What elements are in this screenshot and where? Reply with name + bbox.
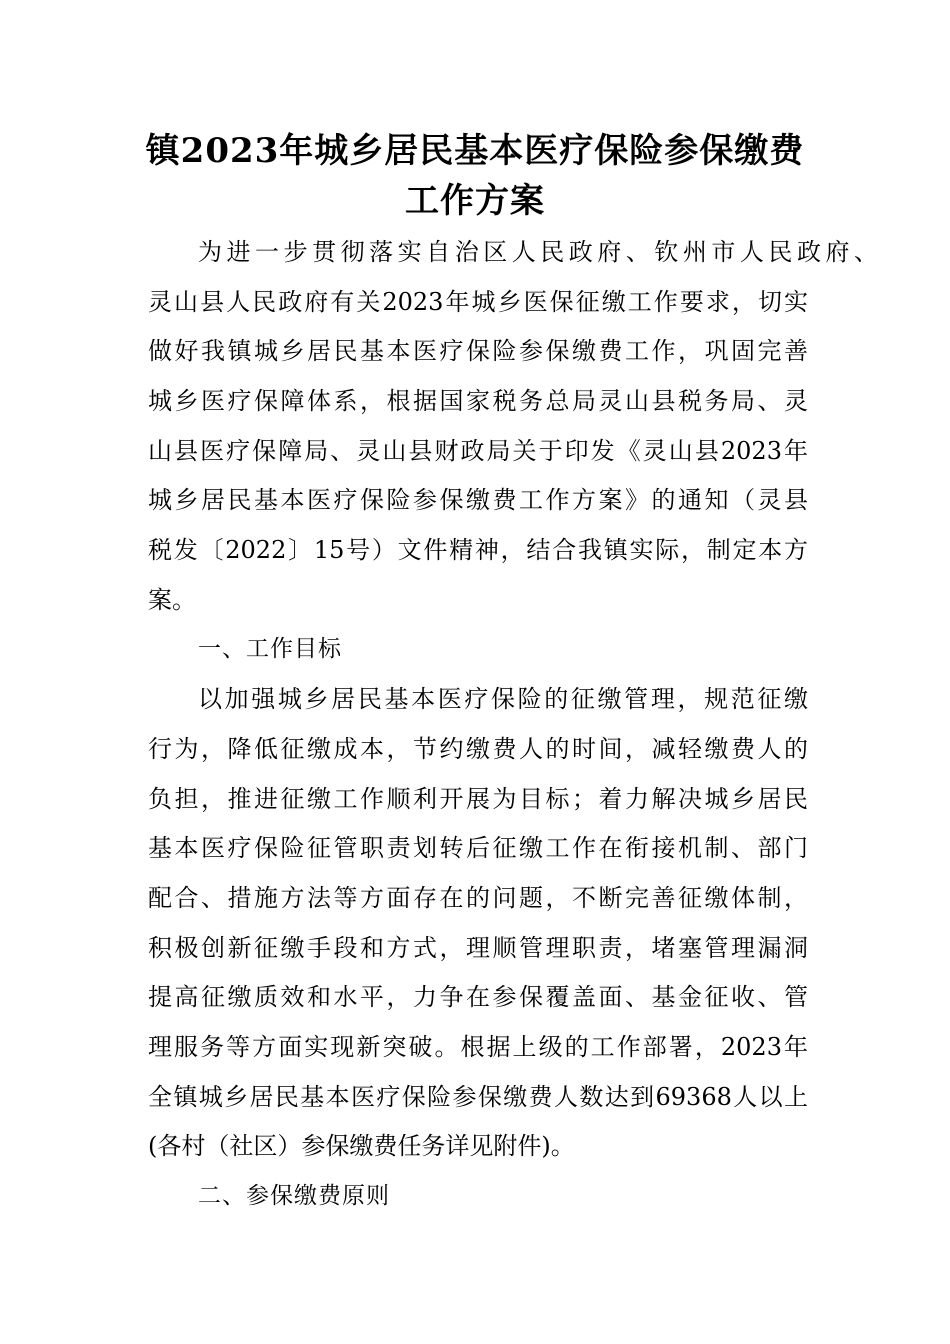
intro-paragraph-line: 城乡居民基本医疗保险参保缴费工作方案》的通知（灵县 (148, 486, 808, 514)
section1-paragraph-line: 理服务等方面实现新突破。根据上级的工作部署，2023年 (148, 1033, 808, 1061)
document-title-line-1: 镇2023年城乡居民基本医疗保险参保缴费 (145, 131, 805, 171)
section-heading-work-goals: 一、工作目标 (198, 636, 342, 662)
section1-paragraph-line: 提高征缴质效和水平，力争在参保覆盖面、基金征收、管 (148, 983, 808, 1011)
intro-paragraph-line: 案。 (148, 586, 196, 614)
intro-paragraph-line: 为进一步贯彻落实自治区人民政府、钦州市人民政府、 (198, 238, 878, 266)
section1-paragraph-line: 积极创新征缴手段和方式，理顺管理职责，堵塞管理漏洞 (148, 934, 808, 962)
section-heading-payment-principles: 二、参保缴费原则 (198, 1183, 390, 1209)
section1-paragraph-line: 基本医疗保险征管职责划转后征缴工作在衔接机制、部门 (148, 834, 808, 862)
section1-paragraph-line: 行为，降低征缴成本，节约缴费人的时间，减轻缴费人的 (148, 735, 808, 763)
section1-paragraph-line: 配合、措施方法等方面存在的问题，不断完善征缴体制， (148, 884, 808, 912)
intro-paragraph-line: 山县医疗保障局、灵山县财政局关于印发《灵山县2023年 (148, 437, 808, 465)
section1-paragraph-line: 以加强城乡居民基本医疗保险的征缴管理，规范征缴 (198, 685, 808, 713)
intro-paragraph-line: 灵山县人民政府有关2023年城乡医保征缴工作要求，切实 (148, 288, 808, 316)
intro-paragraph-line: 做好我镇城乡居民基本医疗保险参保缴费工作，巩固完善 (148, 337, 808, 365)
document-title-line-2: 工作方案 (405, 181, 545, 221)
section1-paragraph-line: (各村（社区）参保缴费任务详见附件)。 (148, 1132, 575, 1160)
section1-paragraph-line: 负担，推进征缴工作顺利开展为目标；着力解决城乡居民 (148, 785, 808, 813)
intro-paragraph-line: 税发〔2022〕15号）文件精神，结合我镇实际，制定本方 (148, 536, 808, 564)
intro-paragraph-line: 城乡医疗保障体系，根据国家税务总局灵山县税务局、灵 (148, 387, 808, 415)
section1-paragraph-line: 全镇城乡居民基本医疗保险参保缴费人数达到69368人以上 (148, 1083, 808, 1111)
